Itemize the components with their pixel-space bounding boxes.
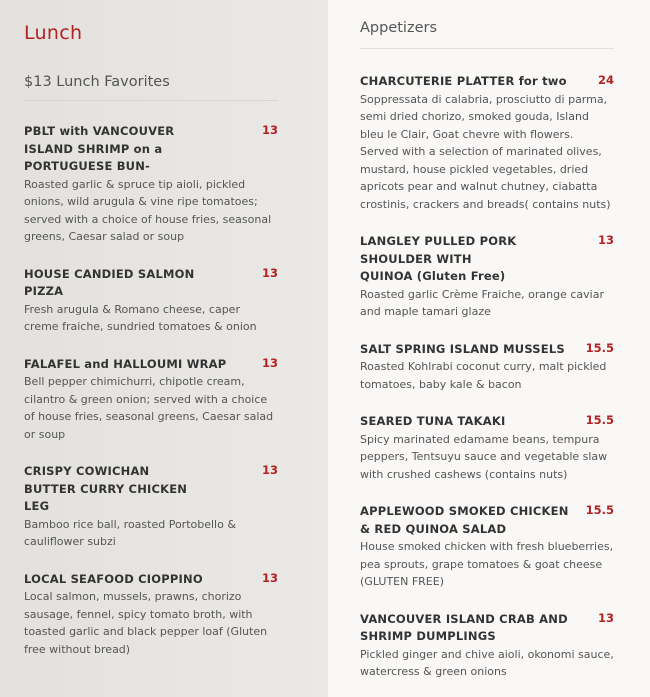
lunch-favorites-title: $13 Lunch Favorites bbox=[24, 74, 278, 101]
menu-item-description: Fresh arugula & Romano cheese, caper creme fraiche, sundried tomatoes & onion bbox=[24, 302, 257, 333]
menu-item-price: 15.5 bbox=[585, 413, 614, 427]
menu-item bbox=[24, 123, 278, 246]
menu-item-description: Spicy marinated edamame beans, tempura peppers, Tentsuyu sauce and vegetable slaw with crushed cashews (contains nuts) bbox=[360, 432, 608, 481]
lunch-items-list bbox=[24, 123, 278, 658]
menu-item bbox=[360, 73, 614, 213]
menu-item-description: House smoked chicken with fresh blueberries, pea sprouts, grape tomatoes & goat cheese (GLUTEN FREE) bbox=[360, 540, 614, 588]
menu-item-name: SALT SPRING ISLAND MUSSELS bbox=[360, 341, 565, 356]
menu-item-description: Bell pepper chimichurri, chipotle cream, cilantro & green onion; served with a choice of house fries, seasonal greens, Caesar salad or soup bbox=[24, 375, 274, 441]
menu-item-name: SEARED TUNA TAKAKI bbox=[360, 414, 506, 428]
menu-item bbox=[360, 233, 614, 321]
menu-item bbox=[24, 463, 278, 551]
appetizers-title: Appetizers bbox=[360, 20, 614, 49]
menu-item bbox=[360, 611, 614, 681]
menu-item-price: 13 bbox=[261, 463, 278, 477]
menu-item-name: PBLT with VANCOUVER ISLAND SHRIMP on a PORTUGUESE BUN- bbox=[24, 124, 175, 173]
menu-item-name: FALAFEL and HALLOUMI WRAP bbox=[24, 356, 227, 371]
appetizers-section bbox=[360, 20, 614, 681]
menu-item-description: Roasted Kohlrabi coconut curry, malt pickled tomatoes, baby kale & bacon bbox=[360, 360, 607, 391]
menu-item-price: 15.5 bbox=[585, 340, 614, 355]
menu-item bbox=[360, 341, 614, 394]
menu-item-price: 13 bbox=[597, 233, 614, 247]
menu-item bbox=[24, 266, 278, 336]
menu-item bbox=[360, 413, 614, 483]
menu-item bbox=[360, 503, 614, 591]
appetizer-items-list bbox=[360, 73, 614, 681]
menu-item-description: Bamboo rice ball, roasted Portobello & cauliflower subzi bbox=[24, 517, 236, 548]
menu-item-price: 24 bbox=[597, 73, 614, 87]
lunch-title: Lunch bbox=[24, 22, 83, 44]
menu-item-name: APPLEWOOD SMOKED CHICKEN & RED QUINOA SALAD bbox=[360, 504, 569, 536]
menu-item bbox=[24, 571, 278, 659]
menu-item-name: HOUSE CANDIED SALMON PIZZA bbox=[24, 266, 195, 298]
menu-item-description: Roasted garlic Crème Fraiche, orange caviar and maple tamari glaze bbox=[360, 287, 604, 318]
menu-item-description: Local salmon, mussels, prawns, chorizo sausage, fennel, spicy tomato broth, with toasted garlic and black pepper loaf (Gluten free without bread) bbox=[24, 590, 268, 656]
menu-item-price: 13 bbox=[261, 355, 278, 370]
menu-item-name: VANCOUVER ISLAND CRAB AND SHRIMP DUMPLINGS bbox=[360, 611, 568, 643]
menu-item-price: 13 bbox=[261, 265, 278, 280]
menu-item-description: Pickled ginger and chive aioli, okonomi sauce, watercress & green onions bbox=[360, 647, 614, 678]
lunch-favorites-section bbox=[24, 74, 278, 658]
menu-item-name: CHARCUTERIE PLATTER for two bbox=[360, 74, 567, 88]
menu-item-name: LANGLEY PULLED PORK SHOULDER WITH QUINOA (Gluten Free) bbox=[360, 234, 517, 283]
menu-item-price: 15.5 bbox=[585, 503, 614, 517]
menu-item-description: Roasted garlic & spruce tip aioli, pickled onions, wild arugula & vine ripe tomatoes; served with a choice of house fries, seasonal greens, Caesar salad or soup bbox=[24, 177, 272, 243]
menu-item bbox=[24, 356, 278, 444]
appetizers-column bbox=[328, 0, 650, 697]
menu-item-name: CRISPY COWICHAN BUTTER CURRY CHICKEN LEG bbox=[24, 464, 188, 513]
menu-item-price: 13 bbox=[597, 610, 614, 625]
menu-item-price: 13 bbox=[261, 123, 278, 137]
menu-item-price: 13 bbox=[261, 570, 278, 585]
menu-item-description: Soppressata di calabria, prosciutto di parma, semi dried chorizo, smoked gouda, Island bleu le Clair, Goat chevre with flowers. Served with a selection of marinated olives, mustard, house pickled vegetables, dried apricots pear and walnut chutney, ciabatta crostinis, crackers and breads( contains nuts) bbox=[360, 92, 611, 211]
menu-item-name: LOCAL SEAFOOD CIOPPINO bbox=[24, 571, 203, 586]
